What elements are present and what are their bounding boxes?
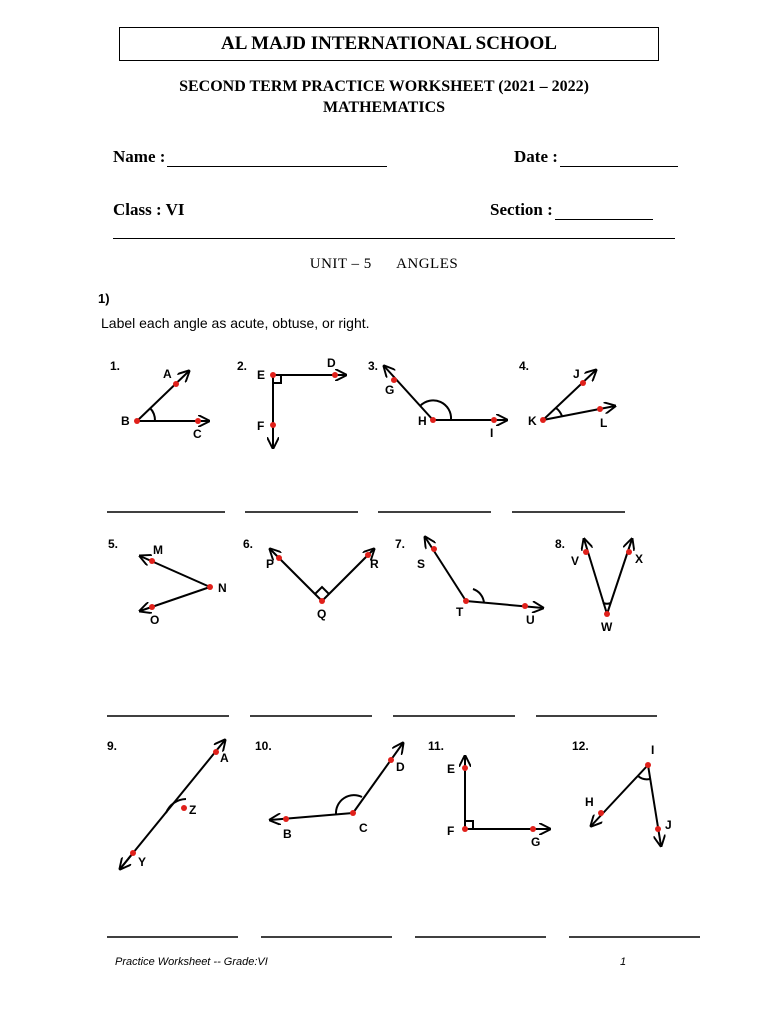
label-a: A xyxy=(163,367,172,381)
point-h12 xyxy=(598,810,604,816)
label-u: U xyxy=(526,613,535,627)
problem-number-3: 3. xyxy=(368,359,379,373)
label-r: R xyxy=(370,557,379,571)
point-j xyxy=(580,380,586,386)
point-c10 xyxy=(350,810,356,816)
point-p xyxy=(276,555,282,561)
label-g11: G xyxy=(531,835,541,849)
footer-text: Practice Worksheet -- Grade:VI xyxy=(115,956,268,968)
label-g: G xyxy=(385,383,395,397)
point-q xyxy=(319,598,325,604)
school-name: AL MAJD INTERNATIONAL SCHOOL xyxy=(119,27,659,61)
section-label: Section : xyxy=(490,200,553,219)
label-j: J xyxy=(573,367,580,381)
problem-number-10: 10. xyxy=(255,739,272,753)
point-i12 xyxy=(645,762,651,768)
point-o xyxy=(149,604,155,610)
point-j12 xyxy=(655,826,661,832)
subject-title: MATHEMATICS xyxy=(322,99,446,116)
label-d10: D xyxy=(396,760,405,774)
class-label: Class : VI xyxy=(113,200,185,219)
right-angle-mark-6 xyxy=(315,587,329,594)
point-d10 xyxy=(388,757,394,763)
point-l xyxy=(597,406,603,412)
point-b10 xyxy=(283,816,289,822)
label-n: N xyxy=(218,581,227,595)
label-m: M xyxy=(153,543,163,557)
ray-kj xyxy=(543,370,596,420)
point-w xyxy=(604,611,610,617)
point-s xyxy=(431,546,437,552)
problem-number-7: 7. xyxy=(395,537,406,551)
ray-tu xyxy=(466,601,543,608)
ray-cd xyxy=(353,743,403,813)
label-e: E xyxy=(257,368,266,382)
worksheet-title: SECOND TERM PRACTICE WORKSHEET (2021 – 2022) xyxy=(179,78,589,95)
point-e11 xyxy=(462,765,468,771)
label-c: C xyxy=(193,427,202,441)
label-k: K xyxy=(528,414,537,428)
label-j12: J xyxy=(665,818,672,832)
label-q: Q xyxy=(317,607,327,621)
label-w: W xyxy=(601,620,613,634)
point-d xyxy=(332,372,338,378)
problem-number-12: 12. xyxy=(572,739,589,753)
point-b xyxy=(134,418,140,424)
label-h: H xyxy=(418,414,427,428)
label-d: D xyxy=(327,356,336,370)
ray-ih xyxy=(591,765,648,826)
label-i: I xyxy=(490,426,494,440)
label-h12: H xyxy=(585,795,594,809)
label-a9: A xyxy=(220,751,229,765)
problem-number-8: 8. xyxy=(555,537,566,551)
point-a9 xyxy=(213,749,219,755)
point-f11 xyxy=(462,826,468,832)
label-y: Y xyxy=(138,855,147,869)
point-h xyxy=(430,417,436,423)
ray-za xyxy=(133,740,225,853)
label-c10: C xyxy=(359,821,368,835)
problem-number-6: 6. xyxy=(243,537,254,551)
label-s: S xyxy=(417,557,426,571)
point-k xyxy=(540,417,546,423)
ray-ts xyxy=(425,537,466,601)
point-m xyxy=(149,558,155,564)
point-t xyxy=(463,598,469,604)
date-label: Date : xyxy=(514,147,558,166)
point-f xyxy=(270,422,276,428)
point-n xyxy=(207,584,213,590)
problem-number-1: 1. xyxy=(110,359,121,373)
unit-label: UNIT – 5 xyxy=(309,256,372,272)
label-f: F xyxy=(257,419,265,433)
point-z xyxy=(181,805,187,811)
label-b10: B xyxy=(283,827,292,841)
label-p: P xyxy=(266,557,275,571)
label-i12: I xyxy=(651,743,655,757)
angle-arc-1 xyxy=(150,408,155,421)
problem-number-4: 4. xyxy=(519,359,530,373)
label-z: Z xyxy=(189,803,197,817)
point-i xyxy=(491,417,497,423)
name-label: Name : xyxy=(113,147,166,166)
label-l: L xyxy=(600,416,608,430)
ray-cb xyxy=(270,813,353,820)
point-y xyxy=(130,850,136,856)
ray-zy xyxy=(120,853,133,869)
label-t: T xyxy=(456,605,464,619)
point-a xyxy=(173,381,179,387)
page-number: 1 xyxy=(620,956,627,968)
question-number: 1) xyxy=(98,291,110,306)
problem-number-9: 9. xyxy=(107,739,118,753)
angle-arc-4 xyxy=(556,408,562,416)
label-v: V xyxy=(571,554,580,568)
label-f11: F xyxy=(447,824,455,838)
point-g11 xyxy=(530,826,536,832)
point-c xyxy=(195,418,201,424)
unit-topic: ANGLES xyxy=(396,256,459,272)
point-u xyxy=(522,603,528,609)
label-e11: E xyxy=(447,762,456,776)
point-x xyxy=(626,549,632,555)
problem-number-2: 2. xyxy=(237,359,248,373)
label-o: O xyxy=(150,613,160,627)
question-instruction: Label each angle as acute, obtuse, or right. xyxy=(101,315,370,331)
angle-arc-12 xyxy=(638,776,650,779)
point-e xyxy=(270,372,276,378)
problem-number-11: 11. xyxy=(428,739,445,753)
ray-ij xyxy=(648,765,661,846)
problem-number-5: 5. xyxy=(108,537,119,551)
label-b: B xyxy=(121,414,130,428)
point-v xyxy=(583,549,589,555)
label-x: X xyxy=(635,552,644,566)
angle-arc-8 xyxy=(603,603,611,604)
